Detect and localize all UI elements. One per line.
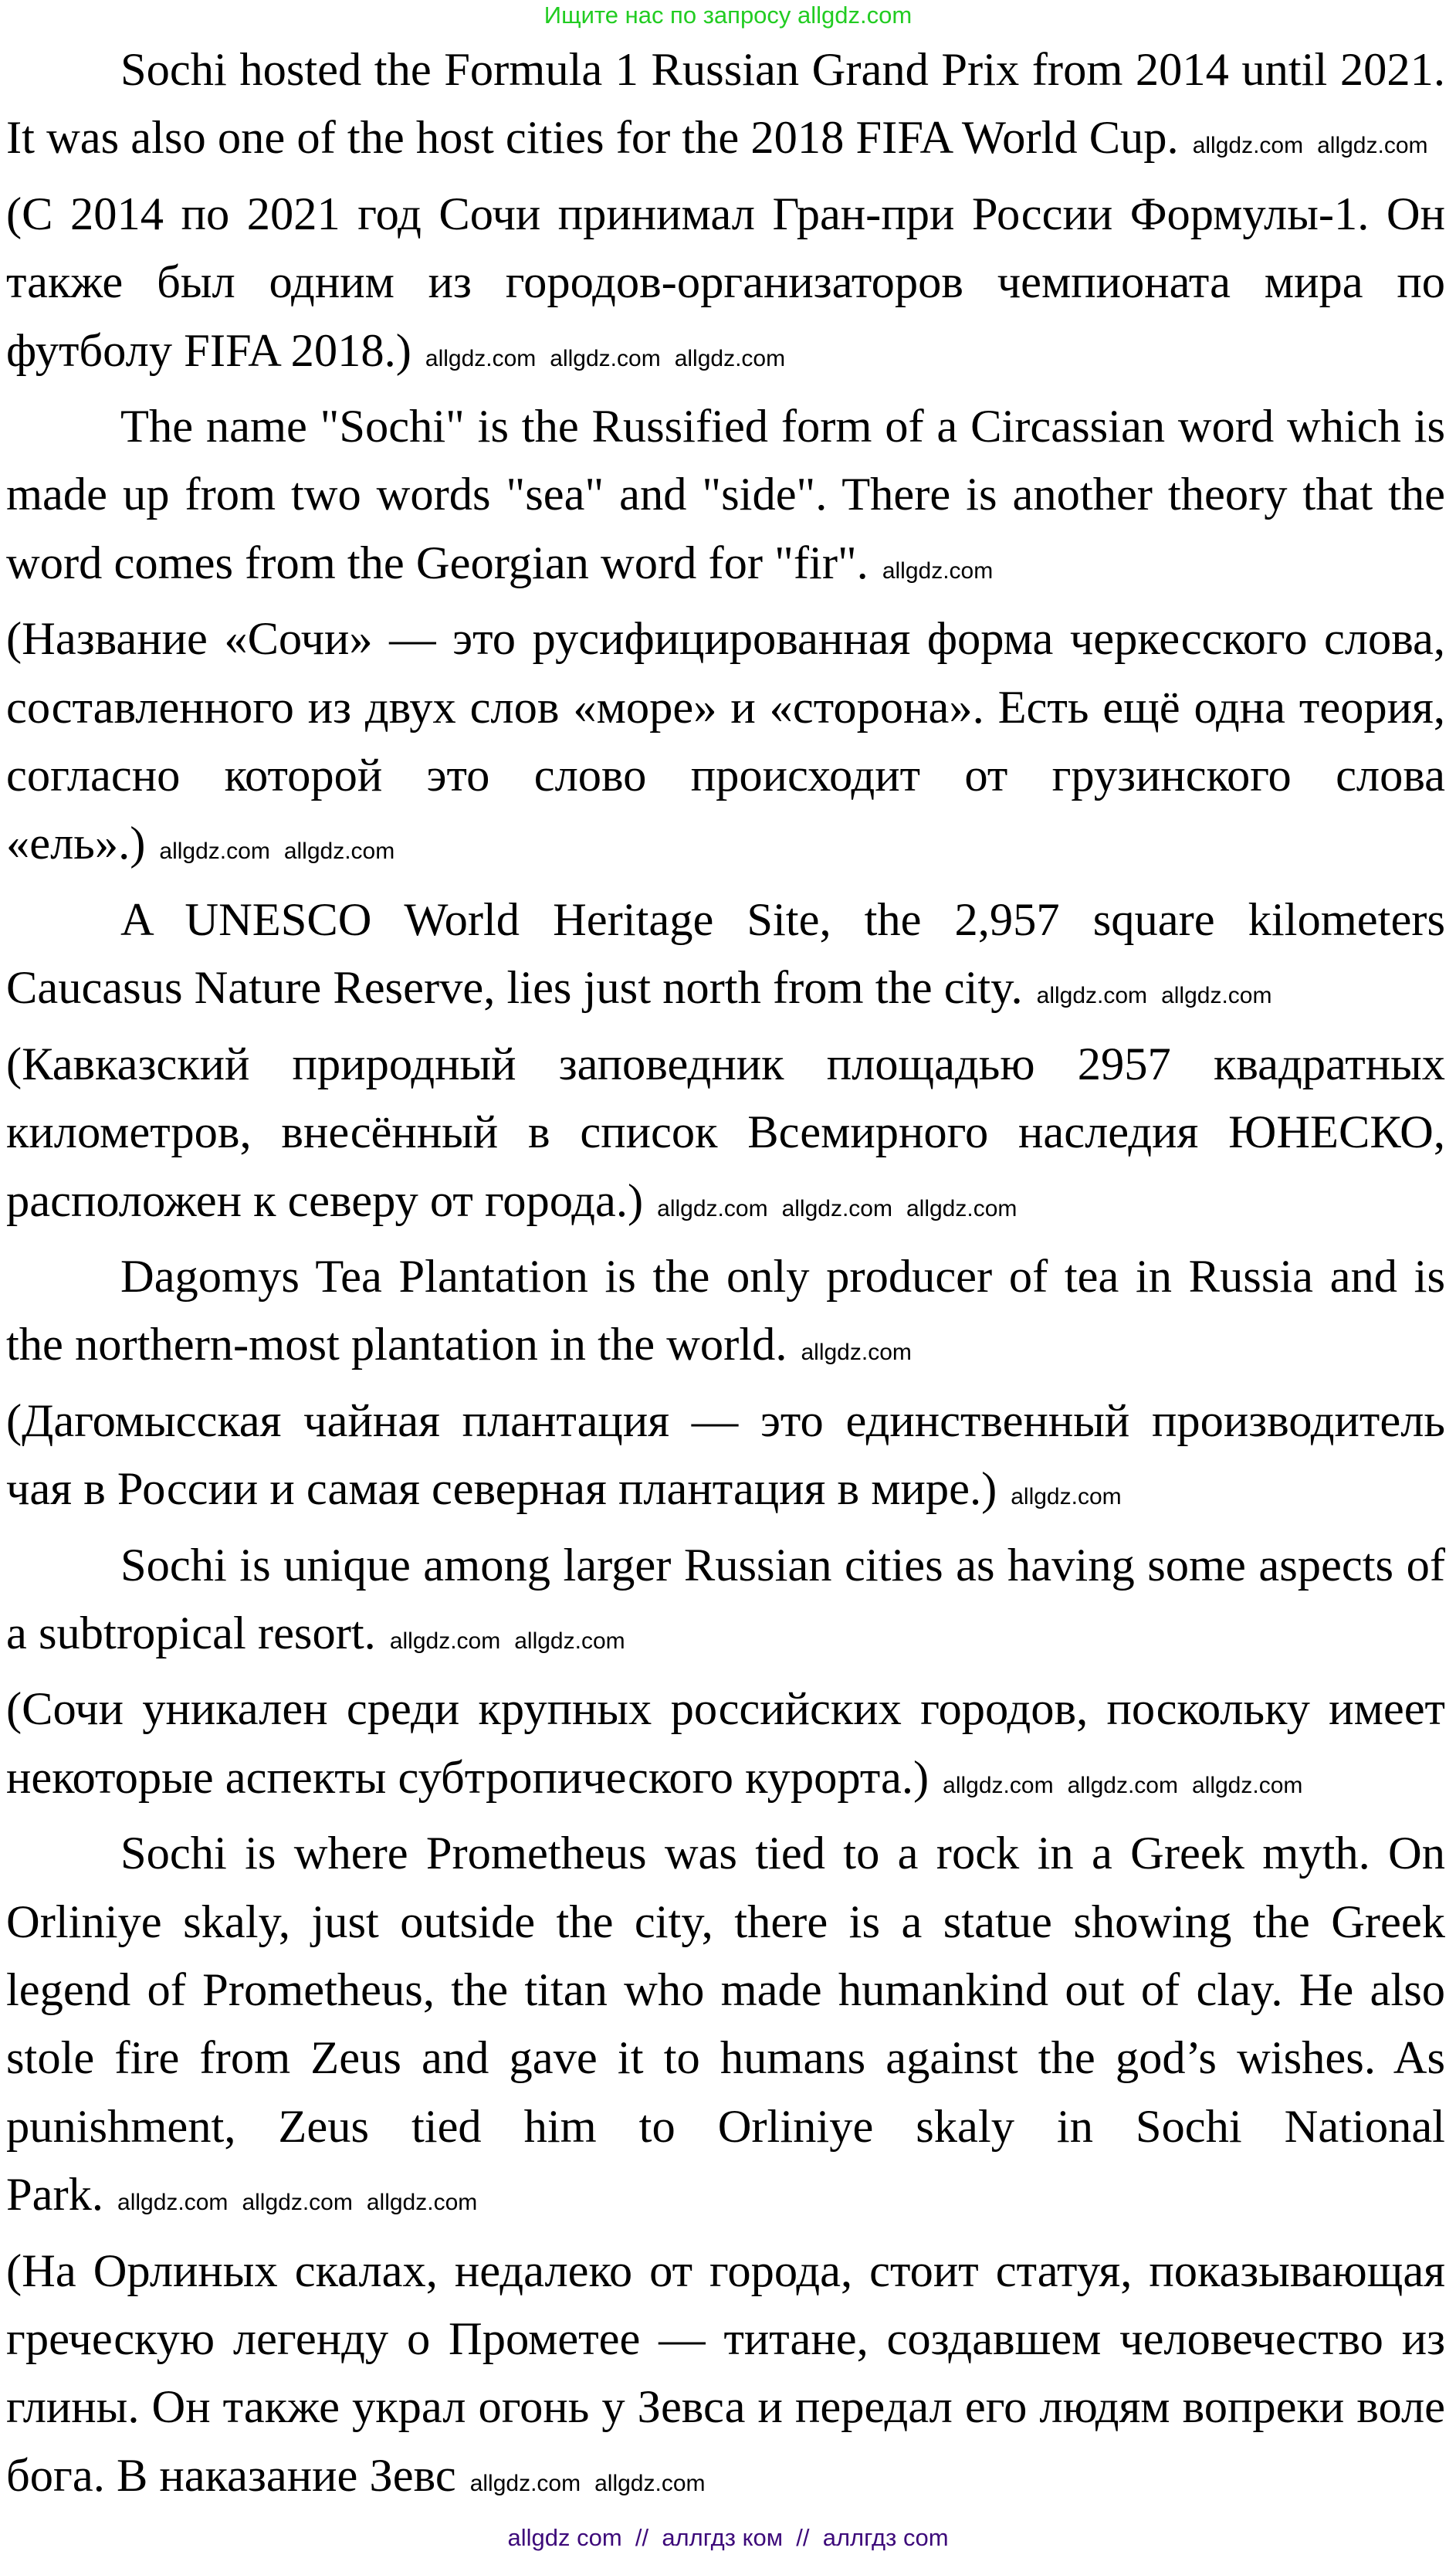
paragraph-en xyxy=(6,393,1445,605)
paragraph-en xyxy=(6,36,1445,181)
paragraph-en xyxy=(6,1820,1445,2237)
paragraph-text: The name "Sochi" is the Russified form of a Circassian word which is made up from two words "sea" and "side". There is another theory that the word comes from the Georgian word for "fir". xyxy=(6,401,1445,589)
paragraph-ru xyxy=(6,605,1445,886)
document-body xyxy=(6,36,1445,2518)
watermark: allgdz.com xyxy=(366,2190,478,2216)
search-banner: Ищите нас по запросу allgdz.com xyxy=(543,2,913,29)
watermark: allgdz.com xyxy=(159,839,270,865)
paragraph-ru xyxy=(6,1675,1445,1820)
watermark: allgdz.com xyxy=(514,1628,625,1654)
watermark: allgdz.com xyxy=(594,2470,706,2496)
watermark: allgdz.com xyxy=(1192,133,1304,159)
watermark: allgdz.com xyxy=(781,1195,892,1221)
paragraph-ru xyxy=(6,2238,1445,2519)
watermark: allgdz.com xyxy=(1317,133,1428,159)
watermark: allgdz.com xyxy=(882,557,994,584)
paragraph-text: (Кавказский природный заповедник площадью 2957 квадратных километров, внесённый в список Всемирного наследия ЮНЕСКО, расположен к северу от города.) xyxy=(6,1038,1445,1227)
paragraph-text: (Название «Сочи» — это русифицированная форма черкесского слова, составленного из двух слов «море» и «сторона». Есть ещё одна теория, согласно которой это слово происходит от грузинского слова «ель».) xyxy=(6,613,1445,870)
paragraph-text: (Сочи уникален среди крупных российских городов, поскольку имеет некоторые аспекты субтропического курорта.) xyxy=(6,1683,1445,1804)
paragraph-en xyxy=(6,1243,1445,1387)
paragraph-en xyxy=(6,886,1445,1031)
watermark: allgdz.com xyxy=(242,2190,353,2216)
watermark: allgdz.com xyxy=(674,345,786,371)
paragraph-text: Dagomys Tea Plantation is the only producer of tea in Russia and is the northern-most plantation in the world. xyxy=(6,1250,1445,1371)
watermark: allgdz.com xyxy=(389,1628,501,1654)
watermark: allgdz.com xyxy=(425,345,537,371)
watermark: allgdz.com xyxy=(943,1772,1054,1798)
watermark: allgdz.com xyxy=(283,839,395,865)
watermark: allgdz.com xyxy=(550,345,661,371)
paragraph-text: (Дагомысская чайная плантация — это единственный производитель чая в России и самая северная плантация в мире.) xyxy=(6,1394,1445,1516)
watermark: allgdz.com xyxy=(469,2470,581,2496)
watermark: allgdz.com xyxy=(1191,1772,1303,1798)
watermark: allgdz.com xyxy=(1036,983,1148,1009)
paragraph-ru xyxy=(6,1031,1445,1243)
watermark: allgdz.com xyxy=(1161,983,1272,1009)
paragraph-text: Sochi hosted the Formula 1 Russian Grand Prix from 2014 until 2021. It was also one of the host cities for the 2018 FIFA World Cup. xyxy=(6,44,1445,164)
watermark: allgdz.com xyxy=(1067,1772,1178,1798)
watermark: allgdz.com xyxy=(801,1340,912,1366)
watermark: allgdz.com xyxy=(657,1195,768,1221)
watermark: allgdz.com xyxy=(906,1195,1018,1221)
watermark: allgdz.com xyxy=(117,2190,229,2216)
paragraph-text: Sochi is where Prometheus was tied to a rock in a Greek myth. On Orliniye skaly, just outside the city, there is a statue showing the Greek legend of Prometheus, the titan who made humankind out of clay. He also stole fire from Zeus and gave it to humans against the god’s wishes. As punishment, Zeus tied him to Orliniye skaly in Sochi National Park. xyxy=(6,1828,1445,2221)
footer-links: allgdz com // аллгдз ком // аллгдз com xyxy=(507,2524,949,2552)
paragraph-ru xyxy=(6,181,1445,393)
paragraph-text: A UNESCO World Heritage Site, the 2,957 square kilometers Caucasus Nature Reserve, lies just north from the city. xyxy=(6,893,1445,1015)
paragraph-en xyxy=(6,1532,1445,1676)
paragraph-text: Sochi is unique among larger Russian cities as having some aspects of a subtropical resort. xyxy=(6,1539,1445,1659)
paragraph-text: (С 2014 по 2021 год Сочи принимал Гран-при России Формулы-1. Он также был одним из городов-организаторов чемпионата мира по футболу FIFA 2018.) xyxy=(6,188,1445,377)
paragraph-ru xyxy=(6,1387,1445,1532)
watermark: allgdz.com xyxy=(1011,1484,1122,1510)
paragraph-text: (На Орлиных скалах, недалеко от города, стоит статуя, показывающая греческую легенду о Прометее — титане, создавшем человечество из глины. Он также украл огонь у Зевса и передал его людям вопреки воле бога. В наказание Зевс xyxy=(6,2245,1445,2502)
